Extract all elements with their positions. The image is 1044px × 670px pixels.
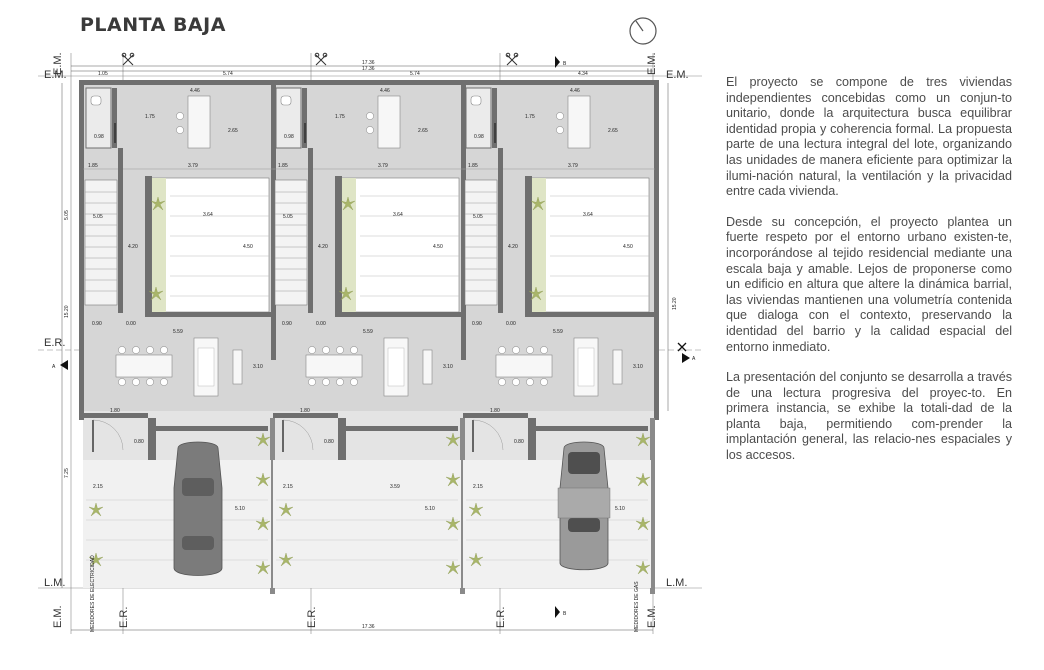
- svg-text:7.25: 7.25: [64, 468, 70, 478]
- svg-text:0.80: 0.80: [134, 439, 144, 445]
- svg-text:2.15: 2.15: [93, 484, 103, 490]
- svg-text:1.80: 1.80: [110, 408, 120, 414]
- em-top-left-vertical: E.M.: [52, 52, 64, 75]
- em-right-label: E.M.: [666, 69, 689, 81]
- svg-text:0.98: 0.98: [94, 134, 104, 140]
- svg-text:5.05: 5.05: [64, 210, 70, 220]
- svg-text:15.20: 15.20: [64, 305, 70, 318]
- medidores-electricidad-label: MEDIDORES DE ELECTRICIDAD: [90, 555, 96, 632]
- svg-text:4.20: 4.20: [128, 244, 138, 250]
- dim-total-bottom: 17.36: [362, 624, 375, 630]
- dim-unit-width-2: 5.74: [410, 71, 420, 77]
- em-top-right-vertical: E.M.: [646, 52, 658, 75]
- er-left-label: E.R.: [44, 337, 66, 349]
- svg-text:1.75: 1.75: [145, 114, 155, 120]
- dim-unit-width-1: 5.74: [223, 71, 233, 77]
- em-left-label: E.M.: [44, 69, 67, 81]
- er-bottom-3: E.R.: [495, 606, 507, 628]
- svg-text:B: B: [563, 611, 567, 617]
- svg-text:0.00: 0.00: [126, 321, 136, 327]
- lm-left-label: L.M.: [44, 577, 66, 589]
- description-paragraph-1: El proyecto se compone de tres viviendas independientes concebidas como un conjun-to unitario, donde la arquitectura busca equilibrar identidad propia y coherencia formal. La propuesta parte de una lectura integral del lote, organizando las unidades de manera eficiente para optimizar la ilumi-nación natural, la ventilación y la privacidad entre cada vivienda.: [726, 75, 1012, 199]
- em-bottom-left-vertical: E.M.: [52, 605, 64, 628]
- svg-text:B: B: [563, 61, 567, 67]
- em-bottom-right-vertical: E.M.: [646, 605, 658, 628]
- er-bottom-1: E.R.: [118, 606, 130, 628]
- svg-text:A: A: [52, 364, 56, 370]
- floor-plan: [38, 48, 702, 638]
- section-a-left-icon: [52, 360, 68, 370]
- er-bottom-2: E.R.: [306, 606, 318, 628]
- svg-text:4.46: 4.46: [190, 88, 200, 94]
- page-title: PLANTA BAJA: [80, 14, 226, 36]
- lm-right-label: L.M.: [666, 577, 688, 589]
- svg-text:0.90: 0.90: [92, 321, 102, 327]
- svg-text:1.85: 1.85: [88, 163, 98, 169]
- svg-text:5.59: 5.59: [173, 329, 183, 335]
- svg-text:15.20: 15.20: [672, 297, 678, 310]
- dim-total-top: 17.36: [362, 60, 375, 66]
- dim-total-top-2: 17.36: [362, 66, 375, 72]
- description-paragraph-2: Desde su concepción, el proyecto plantea un fuerte respeto por el entorno urbano existen-te, incorporándose al tejido residencial mediante una escala baja y amable. Lejos de proponerse como un edificio en altura que altere la dinámica barrial, las viviendas mantienen una volumetría contenida que dialoga con el contexto, preservando la identidad del barrio y la calidad espacial del entorno inmediato.: [726, 214, 1012, 354]
- dim-left-margin: 1.05: [98, 71, 108, 77]
- svg-text:3.79: 3.79: [188, 163, 198, 169]
- svg-text:2.65: 2.65: [228, 128, 238, 134]
- north-arrow-icon: [628, 16, 658, 46]
- svg-text:5.05: 5.05: [93, 214, 103, 220]
- axis-marker-icons: [122, 53, 518, 65]
- car-left-icon: [174, 442, 222, 576]
- car-right-icon: [558, 442, 610, 570]
- svg-text:5.10: 5.10: [235, 506, 245, 512]
- svg-text:4.50: 4.50: [243, 244, 253, 250]
- dim-unit-width-3: 4.34: [578, 71, 588, 77]
- svg-text:A: A: [692, 356, 696, 362]
- medidores-gas-label: MEDIDORES DE GAS: [634, 581, 640, 632]
- svg-text:3.10: 3.10: [253, 364, 263, 370]
- svg-text:3.64: 3.64: [203, 212, 213, 218]
- section-b-bottom-icon: [555, 606, 567, 618]
- project-description: [726, 75, 1012, 479]
- section-a-right-icon: [678, 343, 696, 363]
- description-paragraph-3: La presentación del conjunto se desarrolla a través de una lectura progresiva del proyec-to. En primera instancia, se exhibe la totali-dad de la planta baja, permitiendo com-prender la implantación general, las relacio-nes espaciales y los accesos.: [726, 370, 1012, 463]
